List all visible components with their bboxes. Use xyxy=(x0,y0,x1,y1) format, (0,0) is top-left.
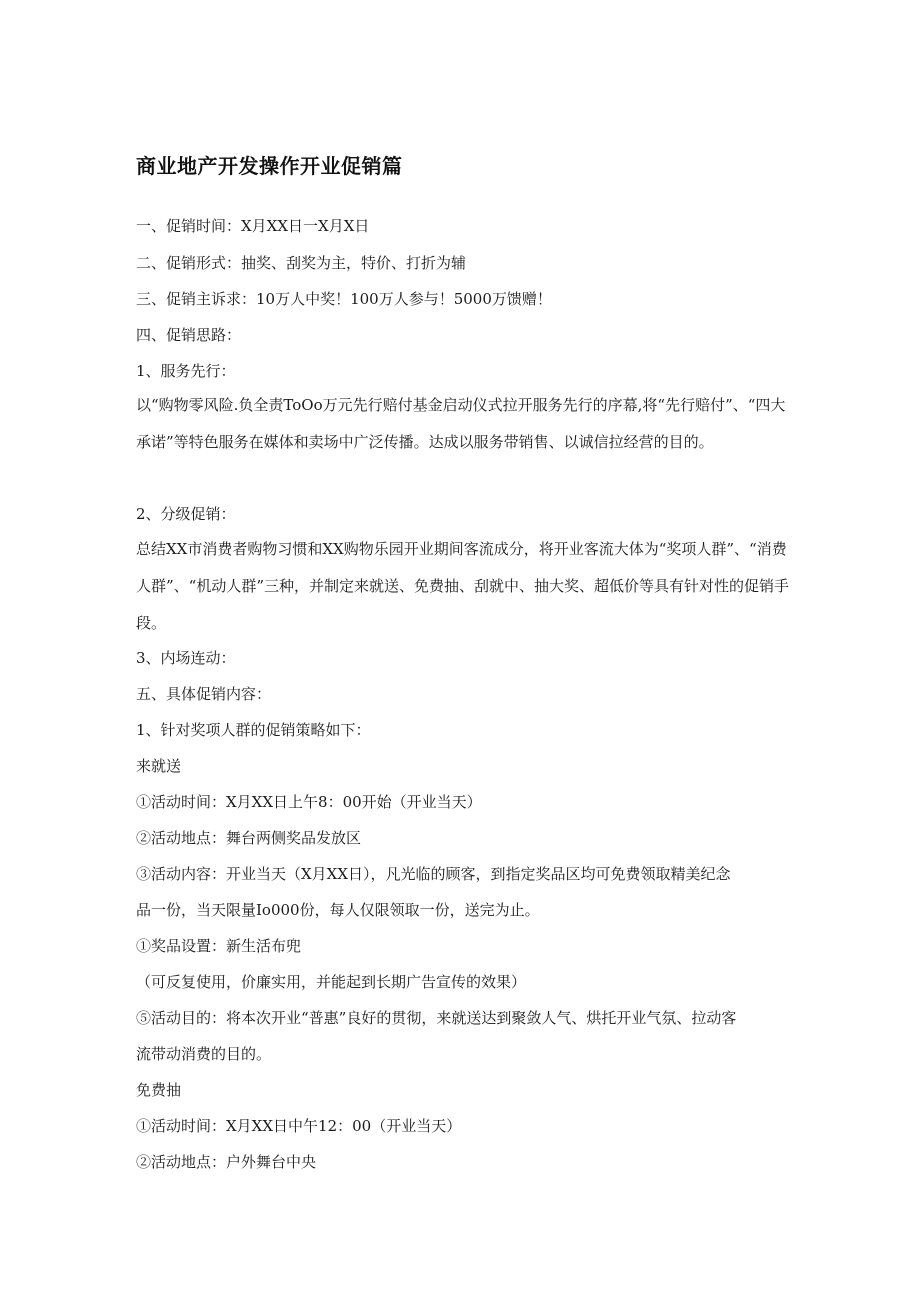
prize-note-line: （可反复使用，价廉实用，并能起到长期广告宣传的效果） xyxy=(136,973,527,991)
service-first-paragraph: 以“购物零风险.负全责ToOo万元先行赔付基金启动仪式拉开服务先行的序幕,将“先行赔付”、“四大承诺”等特色服务在媒体和卖场中广泛传播。达成以服务带销售、以诚信拉经营的目的。 xyxy=(136,396,786,451)
promo-content-heading: 五、具体促销内容： xyxy=(136,685,272,703)
prize-crowd-strategy-line: 1、针对奖项人群的促销策略如下： xyxy=(136,721,371,739)
activity-content-continued: 品一份，当天限量Io000份，每人仅限领取一份，送完为止。 xyxy=(136,901,540,919)
activity-location-line: ②活动地点：舞台两侧奖品发放区 xyxy=(136,829,362,847)
venue-linkage-heading: 3、内场连动： xyxy=(136,649,236,667)
free-draw-time-line: ①活动时间：X月XX日中午12：00（开业当天） xyxy=(136,1117,462,1135)
promo-appeal-line: 三、促销主诉求：10万人中奖！100万人参与！5000万馈赠！ xyxy=(136,290,552,308)
prize-setting-line: ①奖品设置：新生活布兜 xyxy=(136,937,302,955)
tiered-promo-paragraph: 总结XX市消费者购物习惯和XX购物乐园开业期间客流成分，将开业客流大体为“奖项人群”、“消费人群”、“机动人群”三种，并制定来就送、免费抽、刮就中、抽大奖、超低价等具有针对性的促销手段。 xyxy=(136,540,790,632)
promo-time-line: 一、促销时间：X月XX日一X月X日 xyxy=(136,217,370,235)
tiered-promo-heading: 2、分级促销： xyxy=(136,505,236,523)
activity-content-line: ③活动内容：开业当天（X月XX日），凡光临的顾客，到指定奖品区均可免费领取精美纪念 xyxy=(136,865,731,883)
free-draw-location-line: ②活动地点：户外舞台中央 xyxy=(136,1153,317,1171)
activity-purpose-continued: 流带动消费的目的。 xyxy=(136,1045,272,1063)
service-first-heading: 1、服务先行： xyxy=(136,362,236,380)
promo-form-line: 二、促销形式：抽奖、刮奖为主，特价、打折为辅 xyxy=(136,254,467,272)
free-draw-heading: 免费抽 xyxy=(136,1081,182,1099)
document-title: 商业地产开发操作开业促销篇 xyxy=(136,154,403,178)
come-and-get-heading: 来就送 xyxy=(136,757,182,775)
activity-time-line: ①活动时间：X月XX日上午8：00开始（开业当天） xyxy=(136,793,482,811)
promo-idea-heading: 四、促销思路： xyxy=(136,326,242,344)
activity-purpose-line: ⑤活动目的：将本次开业“普惠”良好的贯彻，来就送达到聚敛人气、烘托开业气氛、拉动客 xyxy=(136,1009,737,1027)
